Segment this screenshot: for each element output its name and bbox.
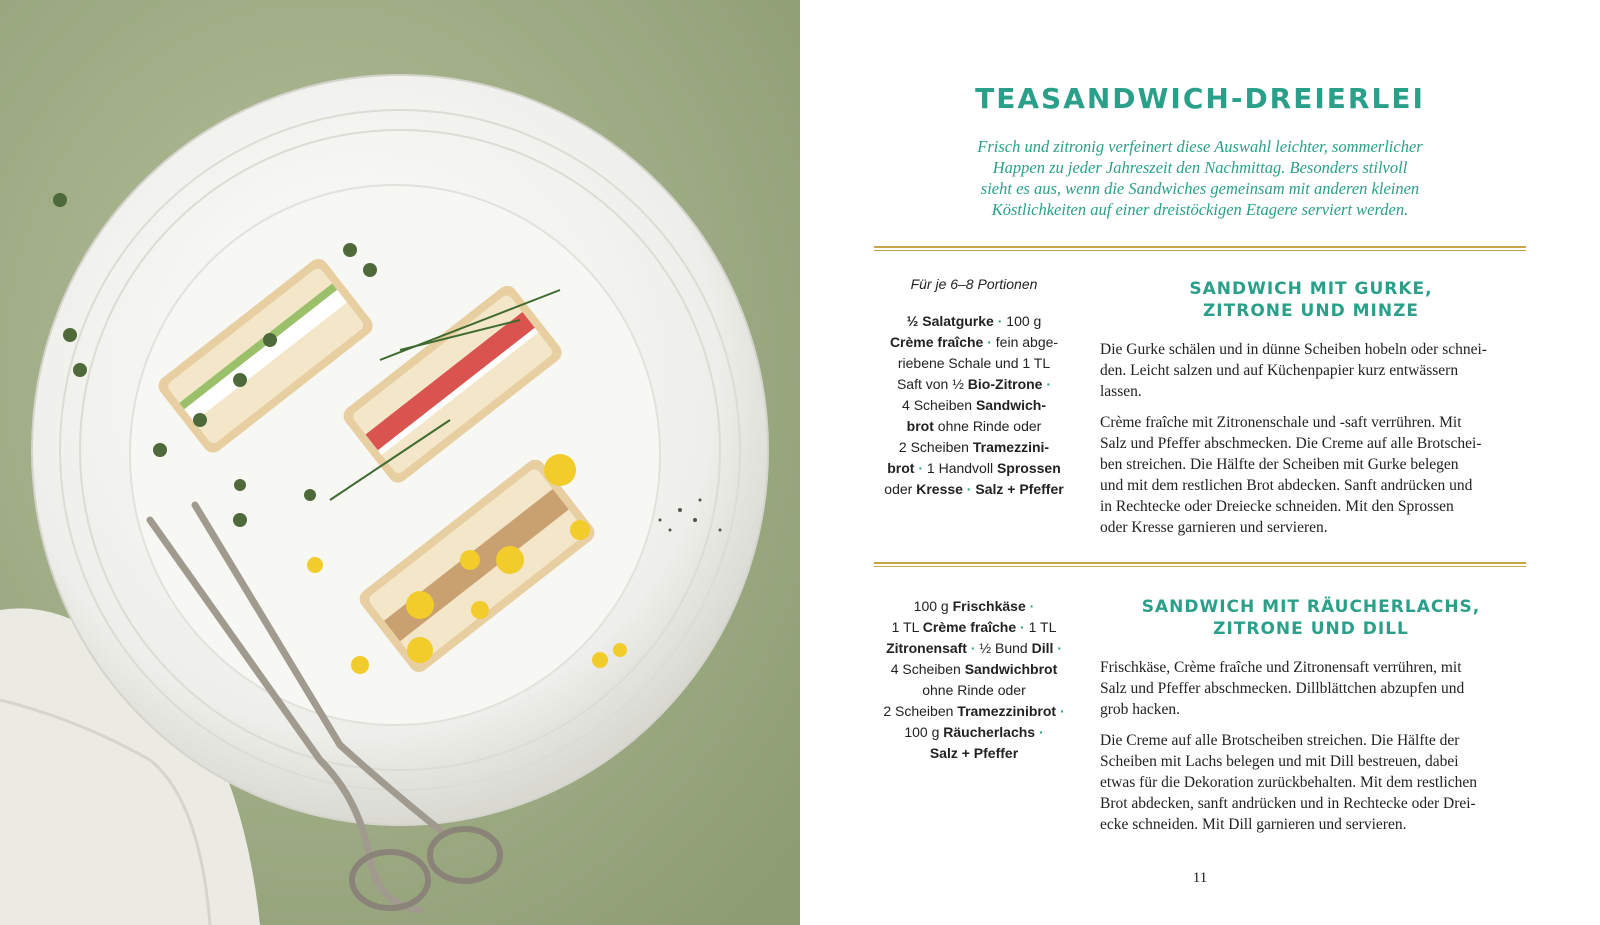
section-1-instructions [1100,339,1525,548]
ingredient-line: 100 g Räucherlachs · [904,724,1044,740]
ingredient-line: Crème fraîche · fein abge- [889,334,1059,350]
instruction-paragraph [1100,412,1525,538]
instruction-line: Salz und Pfeffer abschmecken. Die Creme auf alle Brotschei- [1100,435,1482,452]
ingredient-line: Salz + Pfeffer [929,745,1019,761]
instruction-line: oder Kresse garnieren und servieren. [1100,519,1328,536]
instruction-line: lassen. [1100,383,1142,400]
instruction-line: Die Gurke schälen und in dünne Scheiben hobeln oder schnei- [1100,341,1487,358]
instruction-line: Brot abdecken, sanft andrücken und in Rechtecke oder Drei- [1100,795,1476,812]
instruction-line: Crème fraîche mit Zitronenschale und -saft verrühren. Mit [1100,414,1462,431]
ingredient-line: 1 TL Crème fraîche · 1 TL [891,619,1057,635]
ingredients-list-2 [864,596,1084,764]
ingredient-line: 4 Scheiben Sandwich- [902,397,1046,413]
instruction-line: Salz und Pfeffer abschmecken. Dillblättchen abzupfen und [1100,680,1465,697]
ingredient-line: 100 g Frischkäse · [913,598,1035,614]
intro-line: Frisch und zitronig verfeinert diese Auswahl leichter, sommerlicher [977,137,1423,156]
recipe-title: TEASANDWICH-DREIERLEI [975,82,1425,115]
instruction-line: den. Leicht salzen und auf Küchenpapier kurz entwässern [1100,362,1459,379]
instruction-line: in Rechtecke oder Dreiecke schneiden. Mit den Sprossen [1100,498,1454,515]
ingredient-line: brot · 1 Handvoll Sprossen [887,460,1061,476]
ingredient-line: Zitronensaft · ½ Bund Dill · [886,640,1062,656]
gold-divider [874,246,1526,251]
section-2-title [1090,596,1532,640]
instruction-paragraph [1100,339,1525,402]
instruction-line: etwas für die Dekoration zurückbehalten. Mit dem restlichen [1100,774,1478,791]
ingredient-line: oder Kresse · Salz + Pfeffer [884,481,1064,497]
section-title-line: SANDWICH MIT GURKE, [1189,279,1433,299]
intro-line: Happen zu jeder Jahreszeit den Nachmittag. Besonders stilvoll [992,158,1408,177]
gold-divider [874,562,1526,567]
instruction-line: Die Creme auf alle Brotscheiben streichen. Die Hälfte der [1100,732,1460,749]
section-title-line: ZITRONE UND DILL [1213,619,1409,639]
instruction-line: ben streichen. Die Hälfte der Scheiben mit Gurke belegen [1100,456,1459,473]
ingredient-line: Saft von ½ Bio-Zitrone · [896,376,1052,392]
instruction-line: Frischkäse, Crème fraîche und Zitronensaft verrühren, mit [1100,659,1462,676]
instruction-line: grob hacken. [1100,701,1181,718]
instruction-line: Scheiben mit Lachs belegen und mit Dill bestreuen, dabei [1100,753,1459,770]
ingredient-line: 4 Scheiben Sandwichbrot [890,661,1058,677]
ingredient-line: 2 Scheiben Tramezzini- [898,439,1050,455]
section-title-line: ZITRONE UND MINZE [1202,301,1420,321]
section-2-instructions [1100,657,1525,845]
ingredient-line: 2 Scheiben Tramezzinibrot · [883,703,1065,719]
intro-line: Köstlichkeiten auf einer dreistöckigen Etagere serviert werden. [991,200,1409,219]
section-1-title [1090,278,1532,322]
instruction-line: und mit dem restlichen Brot abdecken. Sanft andrücken und [1100,477,1473,494]
ingredient-line: riebene Schale und 1 TL [897,355,1051,371]
ingredient-line: ohne Rinde oder [922,682,1026,698]
instruction-line: ecke schneiden. Mit Dill garnieren und servieren. [1100,816,1407,833]
intro-line: sieht es aus, wenn die Sandwiches gemeinsam mit anderen kleinen [980,179,1420,198]
ingredients-list-1 [864,311,1084,500]
instruction-paragraph [1100,657,1525,720]
recipe-page [800,0,1600,925]
portions-label: Für je 6–8 Portionen [910,276,1038,292]
page-number: 11 [1192,870,1208,886]
section-title-line: SANDWICH MIT RÄUCHERLACHS, [1141,597,1481,617]
ingredient-line: ½ Salatgurke · 100 g [906,313,1042,329]
instruction-paragraph [1100,730,1525,835]
recipe-intro [900,136,1500,220]
ingredient-line: brot ohne Rinde oder [906,418,1042,434]
